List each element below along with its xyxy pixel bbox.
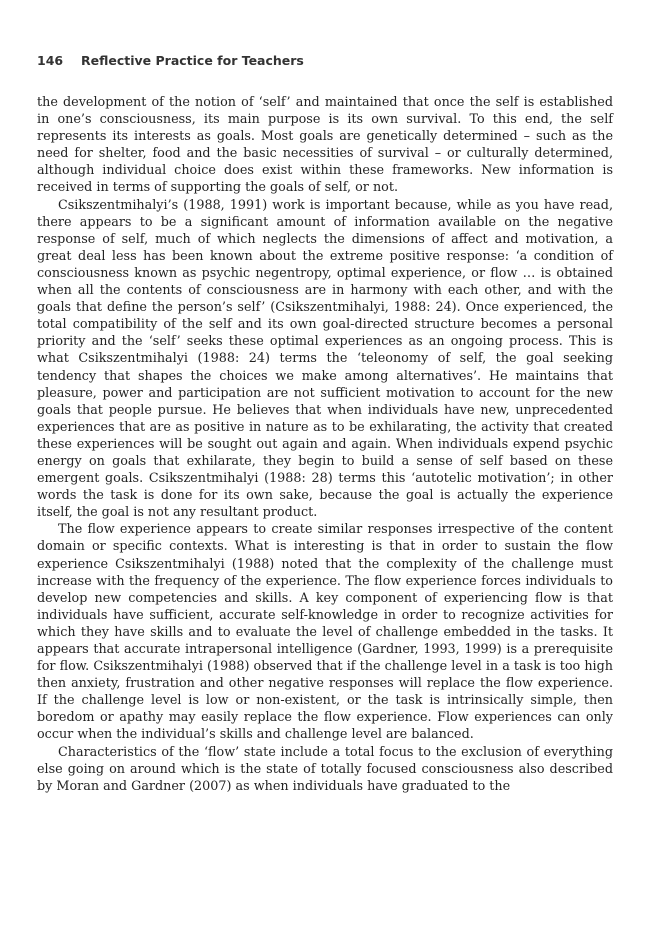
paragraph-flow-characteristics: Characteristics of the ‘flow’ state include a total focus to the exclusion of everything else going on around which is the state of totally focused consciousness also described by Moran and Gardner (2007) as when individuals have graduated to the <box>37 744 613 794</box>
paragraph-continuation: the development of the notion of ‘self’ and maintained that once the self is established in one’s consciousness, its main purpose is its own survival. To this end, the self represents its interests as goals. Most goals are genetically determined – such as the need for shelter, food and the basic necessities of survival – or culturally determined, although individual choice does exist within these frameworks. New information is received in terms of supporting the goals of self, or not. <box>37 95 613 196</box>
page-number: 146 <box>37 53 64 68</box>
body-text <box>37 94 613 795</box>
paragraph-flow-experience: The flow experience appears to create similar responses irrespective of the content domain or specific contexts. What is interesting is that in order to sustain the flow experience Csikszentmihalyi (1988) noted that the complexity of the challenge must increase with the frequency of the experience. The flow experience forces individuals to develop new competencies and skills. A key component of experiencing flow is that individuals have sufficient, accurate self-knowledge in order to recognize activities for which they have skills and to evaluate the level of challenge embedded in the tasks. It appears that accurate intrapersonal intelligence (Gardner, 1993, 1999) is a prerequisite for flow. Csikszentmihalyi (1988) observed that if the challenge level in a task is too high then anxiety, frustration and other negative responses will replace the flow experience. If the challenge level is low or non-existent, or the task is intrinsically simple, then boredom or apathy may easily replace the flow experience. Flow experiences can only occur when the individual’s skills and challenge level are balanced. <box>37 522 613 743</box>
paragraph-csikszentmihalyi-work: Csikszentmihalyi’s (1988, 1991) work is important because, while as you have read, there appears to be a significant amount of information available on the negative response of self, much of which neglects the dimensions of affect and motivation, a great deal less has been known about the extreme positive response: ‘a condition of consciousness known as psychic negentropy, optimal experience, or flow … is obtained when all the contents of consciousness are in harmony with each other, and with the goals that define the person’s self’ (Csikszentmihalyi, 1988: 24). Once experienced, the total compatibility of the self and its own goal-directed structure becomes a personal priority and the ‘self’ seeks these optimal experiences as an ongoing process. This is what Csikszentmihalyi (1988: 24) terms the ‘teleonomy of self, the goal seeking tendency that shapes the choices we make among alternatives’. He maintains that pleasure, power and participation are not sufficient motivation to account for the new goals that people pursue. He believes that when individuals have new, unprecedented experiences that are as positive in nature as to be exhilarating, the activity that created these experiences will be sought out again and again. When individuals expend psychic energy on goals that exhilarate, they begin to build a sense of self based on these emergent goals. Csikszentmihalyi (1988: 28) terms this ‘autotelic motivation’; in other words the task is done for its own sake, because the goal is actually the experience itself, the goal is not any resultant product. <box>37 197 613 521</box>
running-head <box>37 53 304 68</box>
book-title: Reflective Practice for Teachers <box>81 53 304 68</box>
